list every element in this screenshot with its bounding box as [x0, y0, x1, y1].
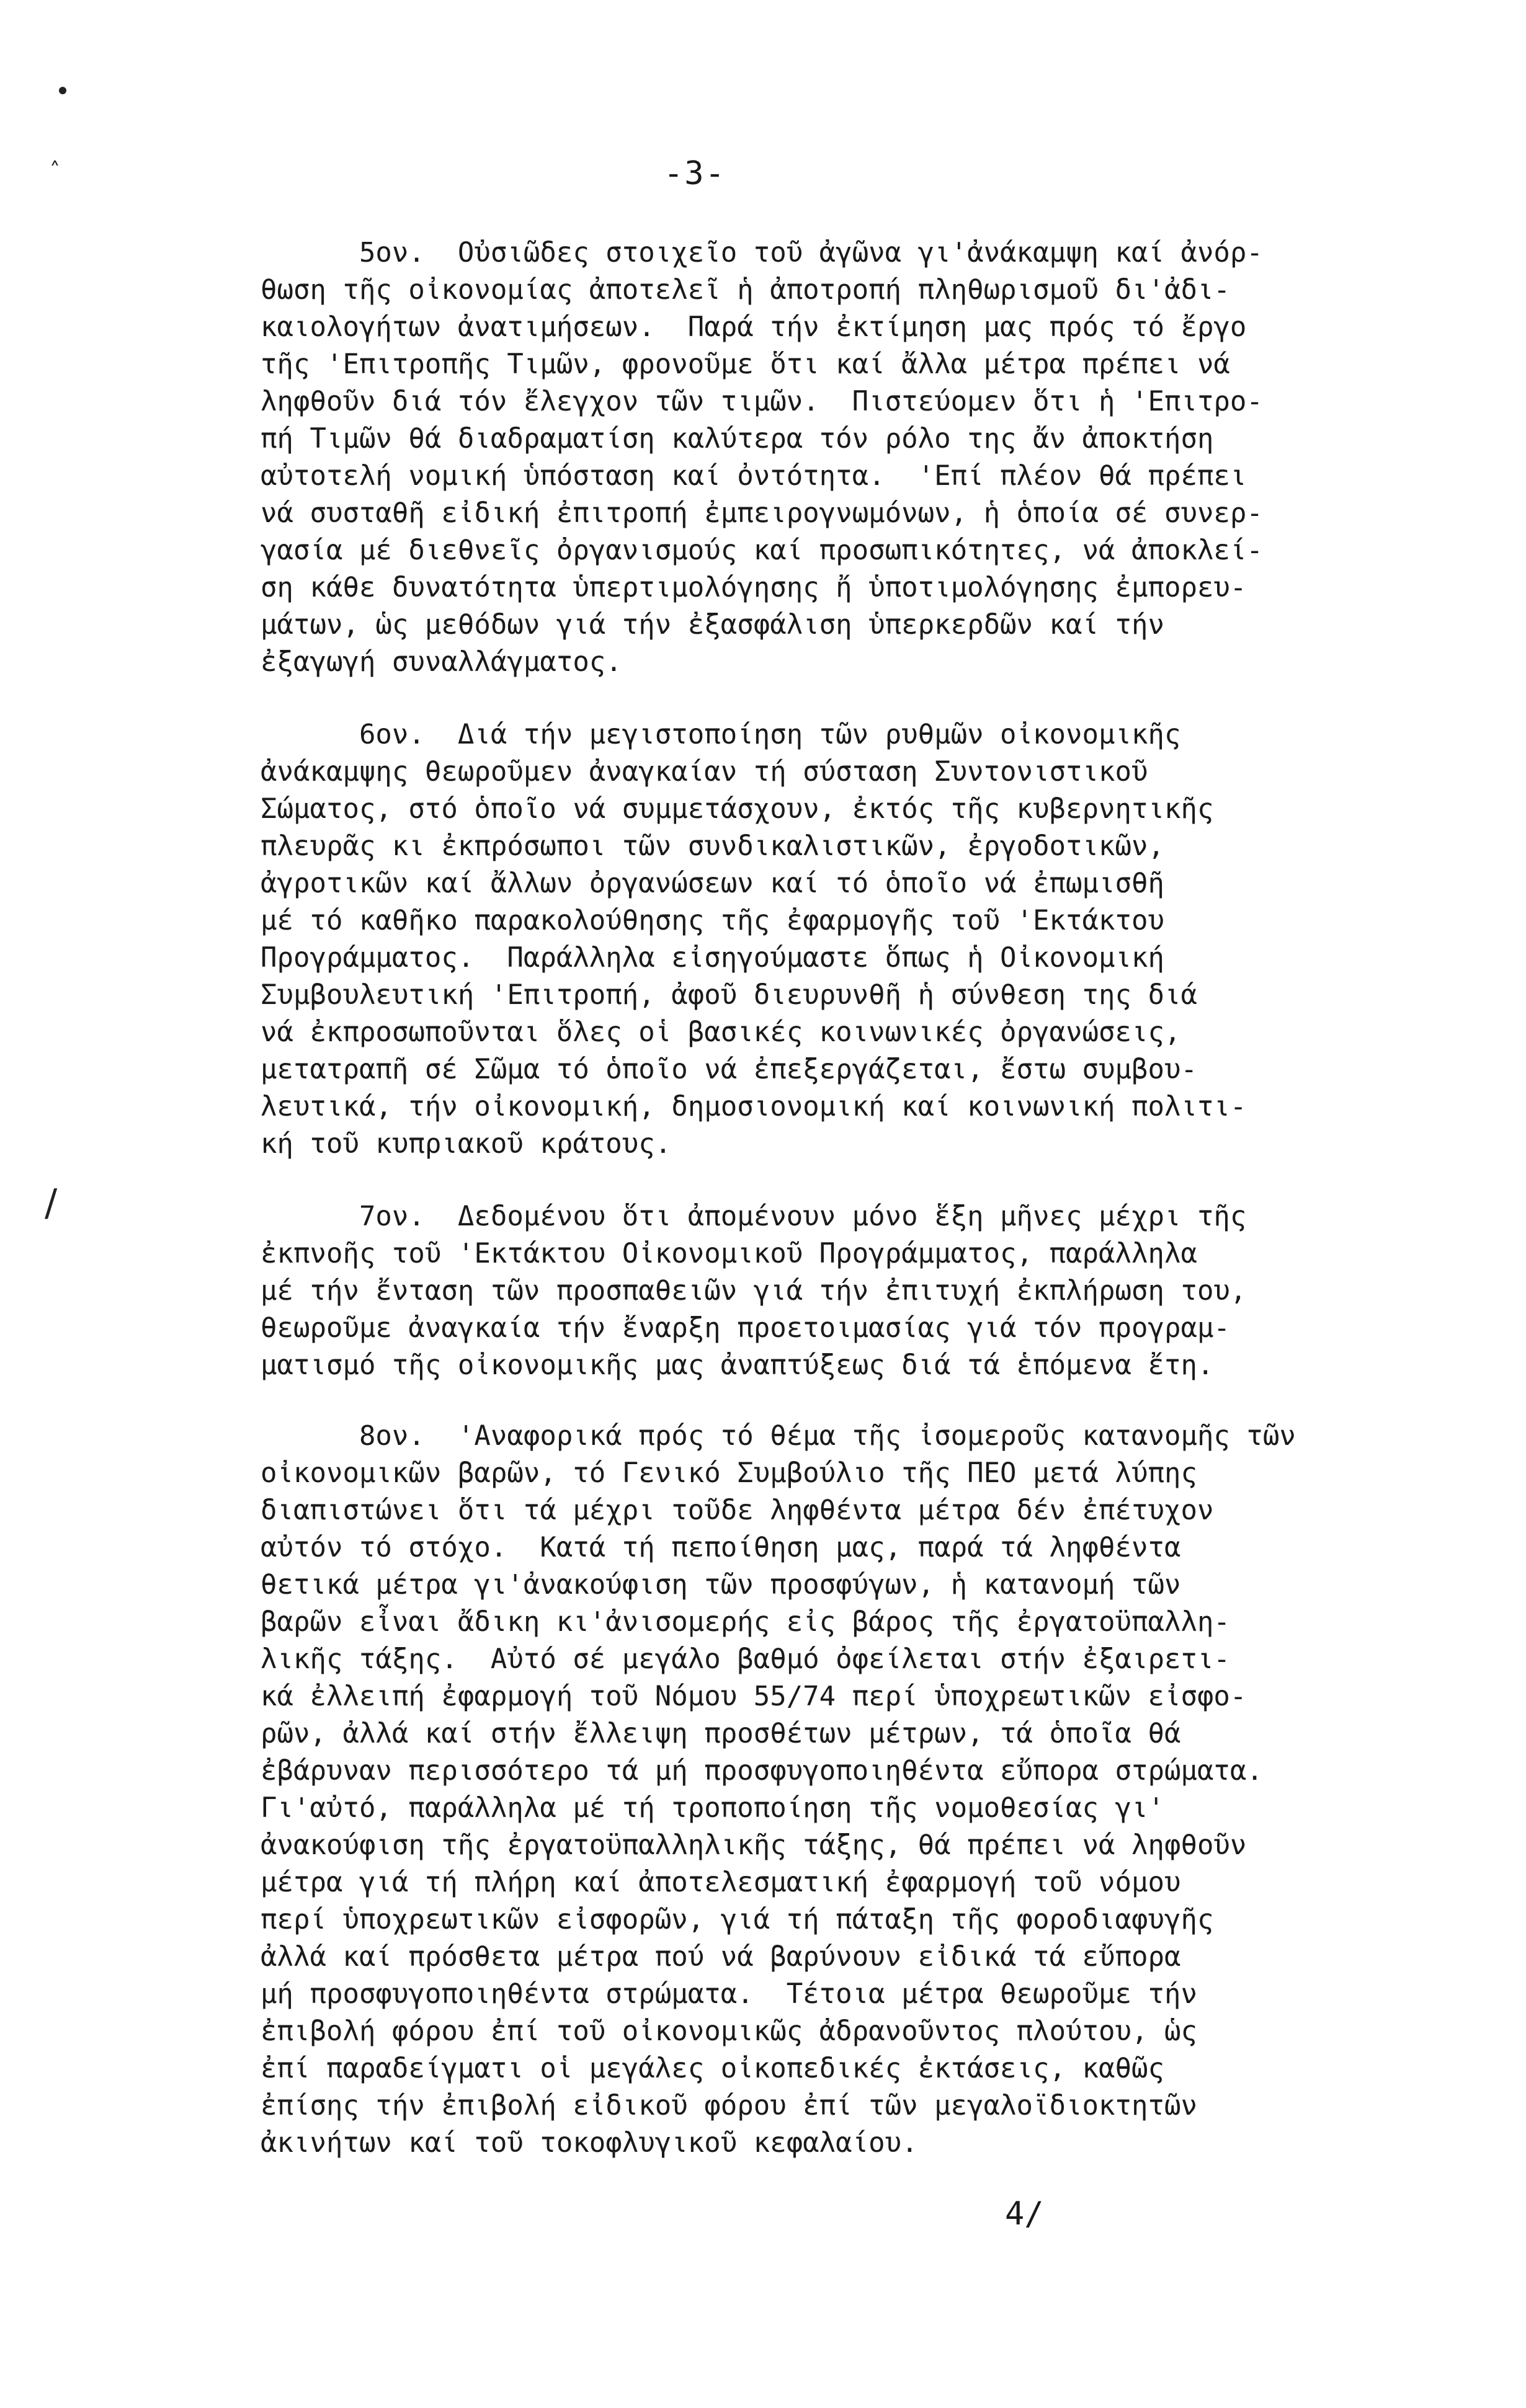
text-line: Συμβουλευτική 'Επιτροπή, ἀφοῦ διευρυνθῆ ἡ σύνθεση της διά	[261, 979, 1197, 1011]
text-line: πλευρᾶς κι ἐκπρόσωποι τῶν συνδικαλιστικῶν, ἐργοδοτικῶν,	[261, 830, 1164, 862]
text-line: Προγράμματος. Παράλληλα εἰσηγούμαστε ὅπως ἡ Οἰκονομική	[261, 942, 1164, 974]
text-line: ἐκπνοῆς τοῦ 'Εκτάκτου Οἰκονομικοῦ Προγράμματος, παράλληλα	[261, 1238, 1197, 1269]
text-line: μετατραπῆ σέ Σῶμα τό ὁποῖο νά ἐπεξεργάζεται, ἔστω συμβου-	[261, 1054, 1197, 1085]
text-line: ἀκινήτων καί τοῦ τοκοφλυγικοῦ κεφαλαίου.	[261, 2127, 918, 2159]
text-line: ληφθοῦν διά τόν ἔλεγχον τῶν τιμῶν. Πιστεύομεν ὅτι ἡ 'Επιτρο-	[261, 386, 1263, 417]
text-line: λευτικά, τήν οἰκονομική, δημοσιονομική καί κοινωνική πολιτι-	[261, 1091, 1247, 1122]
margin-mark: /	[45, 1181, 58, 1225]
text-line: μέ τό καθῆκο παρακολούθησης τῆς ἐφαρμογῆς τοῦ 'Εκτάκτου	[261, 905, 1164, 936]
text-line: ἀνάκαμψης θεωροῦμεν ἀναγκαίαν τή σύσταση Συντονιστικοῦ	[261, 756, 1148, 788]
text-line: γασία μέ διεθνεῖς ὀργανισμούς καί προσωπικότητες, νά ἀποκλεί-	[261, 535, 1263, 566]
text-line: αὐτόν τό στόχο. Κατά τή πεποίθηση μας, παρά τά ληφθέντα	[261, 1532, 1181, 1563]
paragraph-6	[261, 716, 1390, 1163]
text-line: θωση τῆς οἰκονομίας ἀποτελεῖ ἡ ἀποτροπή πληθωρισμοῦ δι'ἀδι-	[261, 274, 1230, 306]
text-line: 6ον. Διά τήν μεγιστοποίηση τῶν ρυθμῶν οἰκονομικῆς	[261, 719, 1181, 750]
text-line: ἐπί παραδείγματι οἱ μεγάλες οἰκοπεδικές ἐκτάσεις, καθῶς	[261, 2053, 1164, 2084]
continuation-marker: 4/	[1005, 2195, 1044, 2233]
text-line: ἐβάρυναν περισσότερο τά μή προσφυγοποιηθέντα εὔπορα στρώματα.	[261, 1755, 1263, 1787]
text-line: ματισμό τῆς οἰκονομικῆς μας ἀναπτύξεως διά τά ἑπόμενα ἔτη.	[261, 1349, 1214, 1381]
paragraph-8	[261, 1418, 1390, 2162]
text-line: ἐπιβολή φόρου ἐπί τοῦ οἰκονομικῶς ἀδρανοῦντος πλούτου, ὡς	[261, 2015, 1197, 2047]
text-line: θετικά μέτρα γι'ἀνακούφιση τῶν προσφύγων, ἡ κατανομή τῶν	[261, 1569, 1181, 1601]
text-line: τῆς 'Επιτροπῆς Τιμῶν, φρονοῦμε ὅτι καί ἄλλα μέτρα πρέπει νά	[261, 349, 1230, 380]
text-line: νά ἐκπροσωποῦνται ὅλες οἱ βασικές κοινωνικές ὀργανώσεις,	[261, 1016, 1181, 1048]
text-line: μάτων, ὡς μεθόδων γιά τήν ἐξασφάλιση ὑπερκερδῶν καί τήν	[261, 609, 1164, 641]
text-line: ση κάθε δυνατότητα ὑπερτιμολόγησης ἤ ὑποτιμολόγησης ἐμπορευ-	[261, 572, 1247, 603]
text-line: ἀγροτικῶν καί ἄλλων ὀργανώσεων καί τό ὁποῖο νά ἐπωμισθῆ	[261, 868, 1164, 899]
text-line: μέ τήν ἔνταση τῶν προσπαθειῶν γιά τήν ἐπιτυχή ἐκπλήρωση του,	[261, 1275, 1247, 1307]
text-line: Σώματος, στό ὁποῖο νά συμμετάσχουν, ἐκτός τῆς κυβερνητικῆς	[261, 793, 1214, 825]
text-line: οἰκονομικῶν βαρῶν, τό Γενικό Συμβούλιο τῆς ΠΕΟ μετά λύπης	[261, 1457, 1197, 1489]
text-line: ἀνακούφιση τῆς ἐργατοϋπαλληλικῆς τάξης, θά πρέπει νά ληφθοῦν	[261, 1829, 1247, 1861]
text-line: αὐτοτελή νομική ὑπόσταση καί ὀντότητα. 'Επί πλέον θά πρέπει	[261, 460, 1247, 492]
page-number: -3-	[664, 155, 726, 192]
text-line: Γι'αὐτό, παράλληλα μέ τή τροποποίηση τῆς νομοθεσίας γι'	[261, 1792, 1164, 1824]
text-line: μέτρα γιά τή πλήρη καί ἀποτελεσματική ἐφαρμογή τοῦ νόμου	[261, 1867, 1181, 1898]
paragraph-7	[261, 1198, 1390, 1384]
text-line: ἐπίσης τήν ἐπιβολή εἰδικοῦ φόρου ἐπί τῶν μεγαλοϊδιοκτητῶν	[261, 2090, 1197, 2121]
text-line: περί ὑποχρεωτικῶν εἰσφορῶν, γιά τή πάταξη τῆς φοροδιαφυγῆς	[261, 1904, 1214, 1935]
scan-mark: ˄	[50, 158, 60, 183]
text-line: μή προσφυγοποιηθέντα στρώματα. Τέτοια μέτρα θεωροῦμε τήν	[261, 1978, 1197, 2010]
text-line: 5ον. Οὐσιῶδες στοιχεῖο τοῦ ἀγῶνα γι'ἀνάκαμψη καί ἀνόρ-	[261, 237, 1263, 269]
text-line: 7ον. Δεδομένου ὅτι ἀπομένουν μόνο ἕξη μῆνες μέχρι τῆς	[261, 1201, 1247, 1232]
text-line: 8ον. 'Αναφορικά πρός τό θέμα τῆς ἰσομεροῦς κατανομῆς τῶν	[261, 1420, 1296, 1452]
text-line: θεωροῦμε ἀναγκαία τήν ἔναρξη προετοιμασίας γιά τόν προγραμ-	[261, 1312, 1230, 1344]
text-line: βαρῶν εἶναι ἄδικη κι'ἀνισομερής εἰς βάρος τῆς ἐργατοϋπαλλη-	[261, 1606, 1230, 1638]
scan-dot	[59, 87, 66, 94]
text-line: λικῆς τάξης. Αὐτό σέ μεγάλο βαθμό ὀφείλεται στήν ἐξαιρετι-	[261, 1643, 1230, 1675]
paragraph-5	[261, 234, 1390, 681]
text-line: κά ἐλλειπή ἐφαρμογή τοῦ Νόμου 55/74 περί ὑποχρεωτικῶν εἰσφο-	[261, 1681, 1247, 1712]
text-line: κή τοῦ κυπριακοῦ κράτους.	[261, 1128, 672, 1160]
text-line: ἀλλά καί πρόσθετα μέτρα πού νά βαρύνουν εἰδικά τά εὔπορα	[261, 1941, 1181, 1973]
text-line: καιολογήτων ἀνατιμήσεων. Παρά τήν ἐκτίμηση μας πρός τό ἔργο	[261, 311, 1247, 343]
text-line: πή Τιμῶν θά διαδραματίση καλύτερα τόν ρόλο της ἄν ἀποκτήση	[261, 423, 1214, 455]
text-line: ἐξαγωγή συναλλάγματος.	[261, 646, 622, 678]
text-line: νά συσταθῆ εἰδική ἐπιτροπή ἐμπειρογνωμόνων, ἡ ὁποία σέ συνερ-	[261, 497, 1263, 529]
text-line: ρῶν, ἀλλά καί στήν ἔλλειψη προσθέτων μέτρων, τά ὁποῖα θά	[261, 1718, 1181, 1749]
text-line: διαπιστώνει ὅτι τά μέχρι τοῦδε ληφθέντα μέτρα δέν ἐπέτυχον	[261, 1495, 1214, 1526]
